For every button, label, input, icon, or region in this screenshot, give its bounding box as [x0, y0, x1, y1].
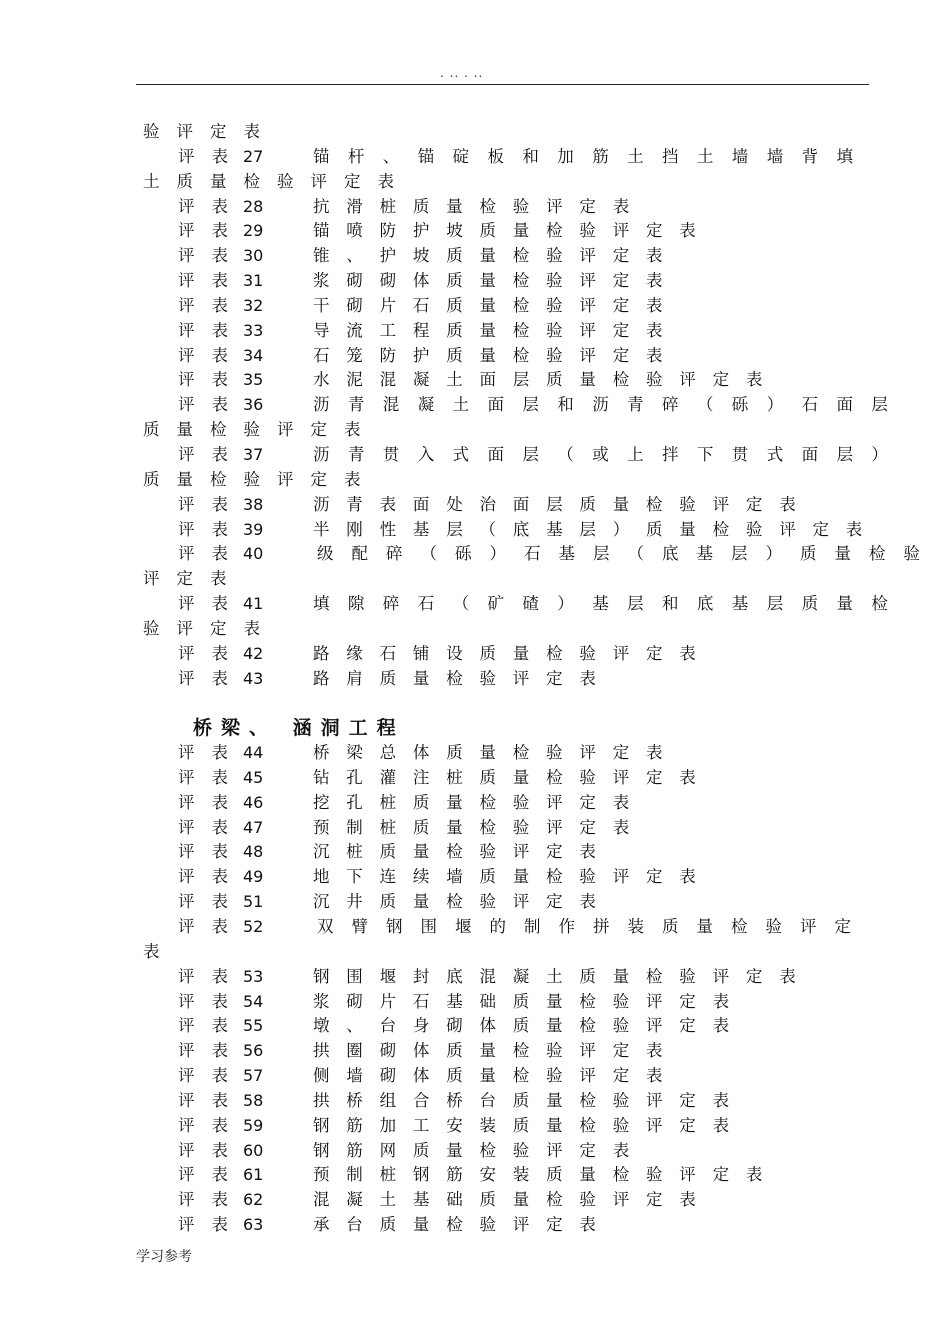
form-prefix: 评表: [178, 444, 245, 464]
form-number: 60: [243, 1140, 264, 1160]
form-title: 干砌片石质量检验评定表: [313, 295, 680, 315]
form-number: 35: [243, 370, 264, 390]
form-title: 拱桥组合桥台质量检验评定表: [313, 1090, 746, 1110]
form-number: 59: [243, 1115, 264, 1135]
list-item: [0, 840, 950, 865]
form-title: 混凝土基础质量检验评定表: [313, 1190, 713, 1210]
form-prefix: 评表: [178, 1190, 245, 1210]
form-title: 锚杆、锚碇板和加筋土挡土墙墙背填: [313, 146, 872, 166]
form-number: 45: [243, 767, 264, 787]
form-title: 预制桩钢筋安装质量检验评定表: [313, 1165, 780, 1185]
form-title: 路肩质量检验评定表: [313, 668, 613, 688]
form-title: 钻孔灌注桩质量检验评定表: [313, 767, 713, 787]
form-title: 填隙碎石（矿碴）基层和底基层质量检: [313, 594, 907, 614]
form-title: 拱圈砌体质量检验评定表: [313, 1041, 680, 1061]
form-prefix: 评表: [178, 246, 245, 266]
form-prefix: 评表: [178, 395, 245, 415]
form-prefix: 评表: [178, 1140, 245, 1160]
form-number: 46: [243, 792, 264, 812]
list-item: [0, 965, 950, 990]
form-prefix: 评表: [178, 917, 245, 936]
list-item: [0, 1139, 950, 1164]
form-prefix: 评表: [178, 991, 245, 1011]
form-number: 47: [243, 817, 264, 837]
form-prefix: 评表: [178, 817, 245, 837]
form-number: 41: [243, 594, 264, 614]
form-prefix: 评表: [178, 668, 245, 688]
form-prefix: 评表: [178, 271, 245, 291]
list-item: [0, 1089, 950, 1114]
form-prefix: 评表: [178, 792, 245, 812]
form-number: 43: [243, 668, 264, 688]
list-item: [0, 642, 950, 667]
document-body: [0, 120, 950, 1238]
form-number: 54: [243, 991, 264, 1011]
form-prefix: 评表: [178, 892, 245, 912]
form-title: 钢筋加工安装质量检验评定表: [313, 1115, 746, 1135]
list-item: [0, 1213, 950, 1238]
list-item: [0, 1188, 950, 1213]
form-number: 33: [243, 320, 264, 340]
form-number: 44: [243, 743, 264, 763]
form-number: 31: [243, 271, 264, 291]
form-title: 侧墙砌体质量检验评定表: [313, 1066, 680, 1086]
form-number: 42: [243, 643, 264, 663]
header-rule: [136, 84, 869, 85]
form-list-bridge-culvert: [0, 741, 950, 1238]
form-prefix: 评表: [178, 1041, 245, 1061]
form-number: 55: [243, 1016, 264, 1036]
form-prefix: 评表: [178, 743, 245, 763]
list-item: [0, 294, 950, 319]
form-title: 浆砌砌体质量检验评定表: [313, 271, 680, 291]
form-prefix: 评表: [178, 1215, 245, 1235]
list-item: [0, 915, 950, 940]
form-title: 桥梁总体质量检验评定表: [313, 743, 680, 763]
list-item: [0, 493, 950, 518]
form-title: 双臂钢围堰的制作拼装质量检验评定: [317, 917, 869, 936]
form-number: 39: [243, 519, 264, 539]
header-dots: . .. . ..: [440, 66, 484, 80]
list-item-continuation: 验评定表: [143, 618, 277, 638]
form-list-roadwork: [0, 120, 950, 691]
form-prefix: 评表: [178, 146, 245, 166]
list-item-continuation: 质量检验评定表: [143, 420, 378, 440]
form-prefix: 评表: [178, 221, 245, 241]
form-title: 路缘石铺设质量检验评定表: [313, 643, 713, 663]
list-item: [0, 890, 950, 915]
form-number: 49: [243, 867, 264, 887]
form-title: 预制桩质量检验评定表: [313, 817, 646, 837]
form-title: 地下连续墙质量检验评定表: [313, 867, 713, 887]
list-item: [0, 368, 950, 393]
form-number: 61: [243, 1165, 264, 1185]
form-number: 34: [243, 345, 264, 365]
form-prefix: 评表: [178, 842, 245, 862]
form-number: 30: [243, 246, 264, 266]
form-number: 53: [243, 966, 264, 986]
form-prefix: 评表: [178, 345, 245, 365]
list-item: [0, 195, 950, 220]
list-item: [0, 393, 950, 418]
form-number: 28: [243, 196, 264, 216]
form-prefix: 评表: [178, 519, 245, 539]
form-prefix: 评表: [178, 370, 245, 390]
form-title: 导流工程质量检验评定表: [313, 320, 680, 340]
form-title: 钢筋网质量检验评定表: [313, 1140, 646, 1160]
list-item: [0, 1114, 950, 1139]
form-title: 级配碎（砾）石基层（底基层）质量检验: [317, 544, 938, 564]
form-prefix: 评表: [178, 643, 245, 663]
form-number: 57: [243, 1066, 264, 1086]
form-prefix: 评表: [178, 1090, 245, 1110]
form-number: 36: [243, 395, 264, 415]
list-item: [0, 518, 950, 543]
form-number: 32: [243, 295, 264, 315]
form-prefix: 评表: [178, 767, 245, 787]
form-number: 38: [243, 494, 264, 514]
list-item: [0, 1163, 950, 1188]
list-item: [0, 592, 950, 617]
form-prefix: 评表: [178, 1016, 245, 1036]
form-prefix: 评表: [178, 867, 245, 887]
form-title: 墩、台身砌体质量检验评定表: [313, 1016, 746, 1036]
form-prefix: 评表: [178, 320, 245, 340]
list-item: [0, 542, 950, 567]
section-heading: 桥梁、 涵洞工程: [193, 717, 405, 740]
form-title: 浆砌片石基础质量检验评定表: [313, 991, 746, 1011]
form-number: 48: [243, 842, 264, 862]
form-title: 沥青混凝土面层和沥青碎（砾）石面层: [313, 395, 907, 415]
form-prefix: 评表: [178, 494, 245, 514]
form-title: 钢围堰封底混凝土质量检验评定表: [313, 966, 813, 986]
form-prefix: 评表: [178, 544, 245, 564]
list-item: [0, 344, 950, 369]
list-item: [0, 244, 950, 269]
list-item: [0, 990, 950, 1015]
list-item-continuation: 验评定表: [143, 122, 277, 141]
list-item: [0, 219, 950, 244]
form-number: 63: [243, 1215, 264, 1235]
form-title: 承台质量检验评定表: [313, 1215, 613, 1235]
form-prefix: 评表: [178, 196, 245, 216]
list-item: [0, 816, 950, 841]
list-item: [0, 667, 950, 692]
form-number: 58: [243, 1090, 264, 1110]
form-number: 52: [243, 917, 264, 936]
list-item: [0, 791, 950, 816]
form-number: 62: [243, 1190, 264, 1210]
form-title: 沉井质量检验评定表: [313, 892, 613, 912]
form-title: 石笼防护质量检验评定表: [313, 345, 680, 365]
form-prefix: 评表: [178, 1066, 245, 1086]
list-item: [0, 319, 950, 344]
list-item: [0, 145, 950, 170]
form-prefix: 评表: [178, 1115, 245, 1135]
list-item-continuation: 表: [143, 941, 177, 961]
form-title: 锚喷防护坡质量检验评定表: [313, 221, 713, 241]
list-item: [0, 865, 950, 890]
form-title: 水泥混凝土面层质量检验评定表: [313, 370, 780, 390]
form-number: 51: [243, 892, 264, 912]
list-item: [0, 1014, 950, 1039]
form-number: 40: [243, 544, 264, 564]
list-item: [0, 443, 950, 468]
form-prefix: 评表: [178, 1165, 245, 1185]
form-prefix: 评表: [178, 594, 245, 614]
form-title: 沉桩质量检验评定表: [313, 842, 613, 862]
form-title: 锥、护坡质量检验评定表: [313, 246, 680, 266]
form-number: 56: [243, 1041, 264, 1061]
list-item: [0, 1064, 950, 1089]
form-title: 半刚性基层（底基层）质量检验评定表: [313, 519, 880, 539]
form-title: 沥青表面处治面层质量检验评定表: [313, 494, 813, 514]
form-number: 27: [243, 146, 264, 166]
form-prefix: 评表: [178, 966, 245, 986]
list-item-continuation: 质量检验评定表: [143, 469, 378, 489]
form-number: 37: [243, 444, 264, 464]
page-footer: 学习参考: [136, 1249, 192, 1265]
form-number: 29: [243, 221, 264, 241]
list-item: [0, 269, 950, 294]
list-item: [0, 1039, 950, 1064]
form-title: 沥青贯入式面层（或上拌下贯式面层）: [313, 444, 907, 464]
form-title: 挖孔桩质量检验评定表: [313, 792, 646, 812]
list-item-continuation: 土质量检验评定表: [143, 171, 411, 191]
list-item: [0, 766, 950, 791]
list-item: [0, 741, 950, 766]
form-title: 抗滑桩质量检验评定表: [313, 196, 646, 216]
list-item-continuation: 评定表: [143, 569, 244, 589]
form-prefix: 评表: [178, 295, 245, 315]
